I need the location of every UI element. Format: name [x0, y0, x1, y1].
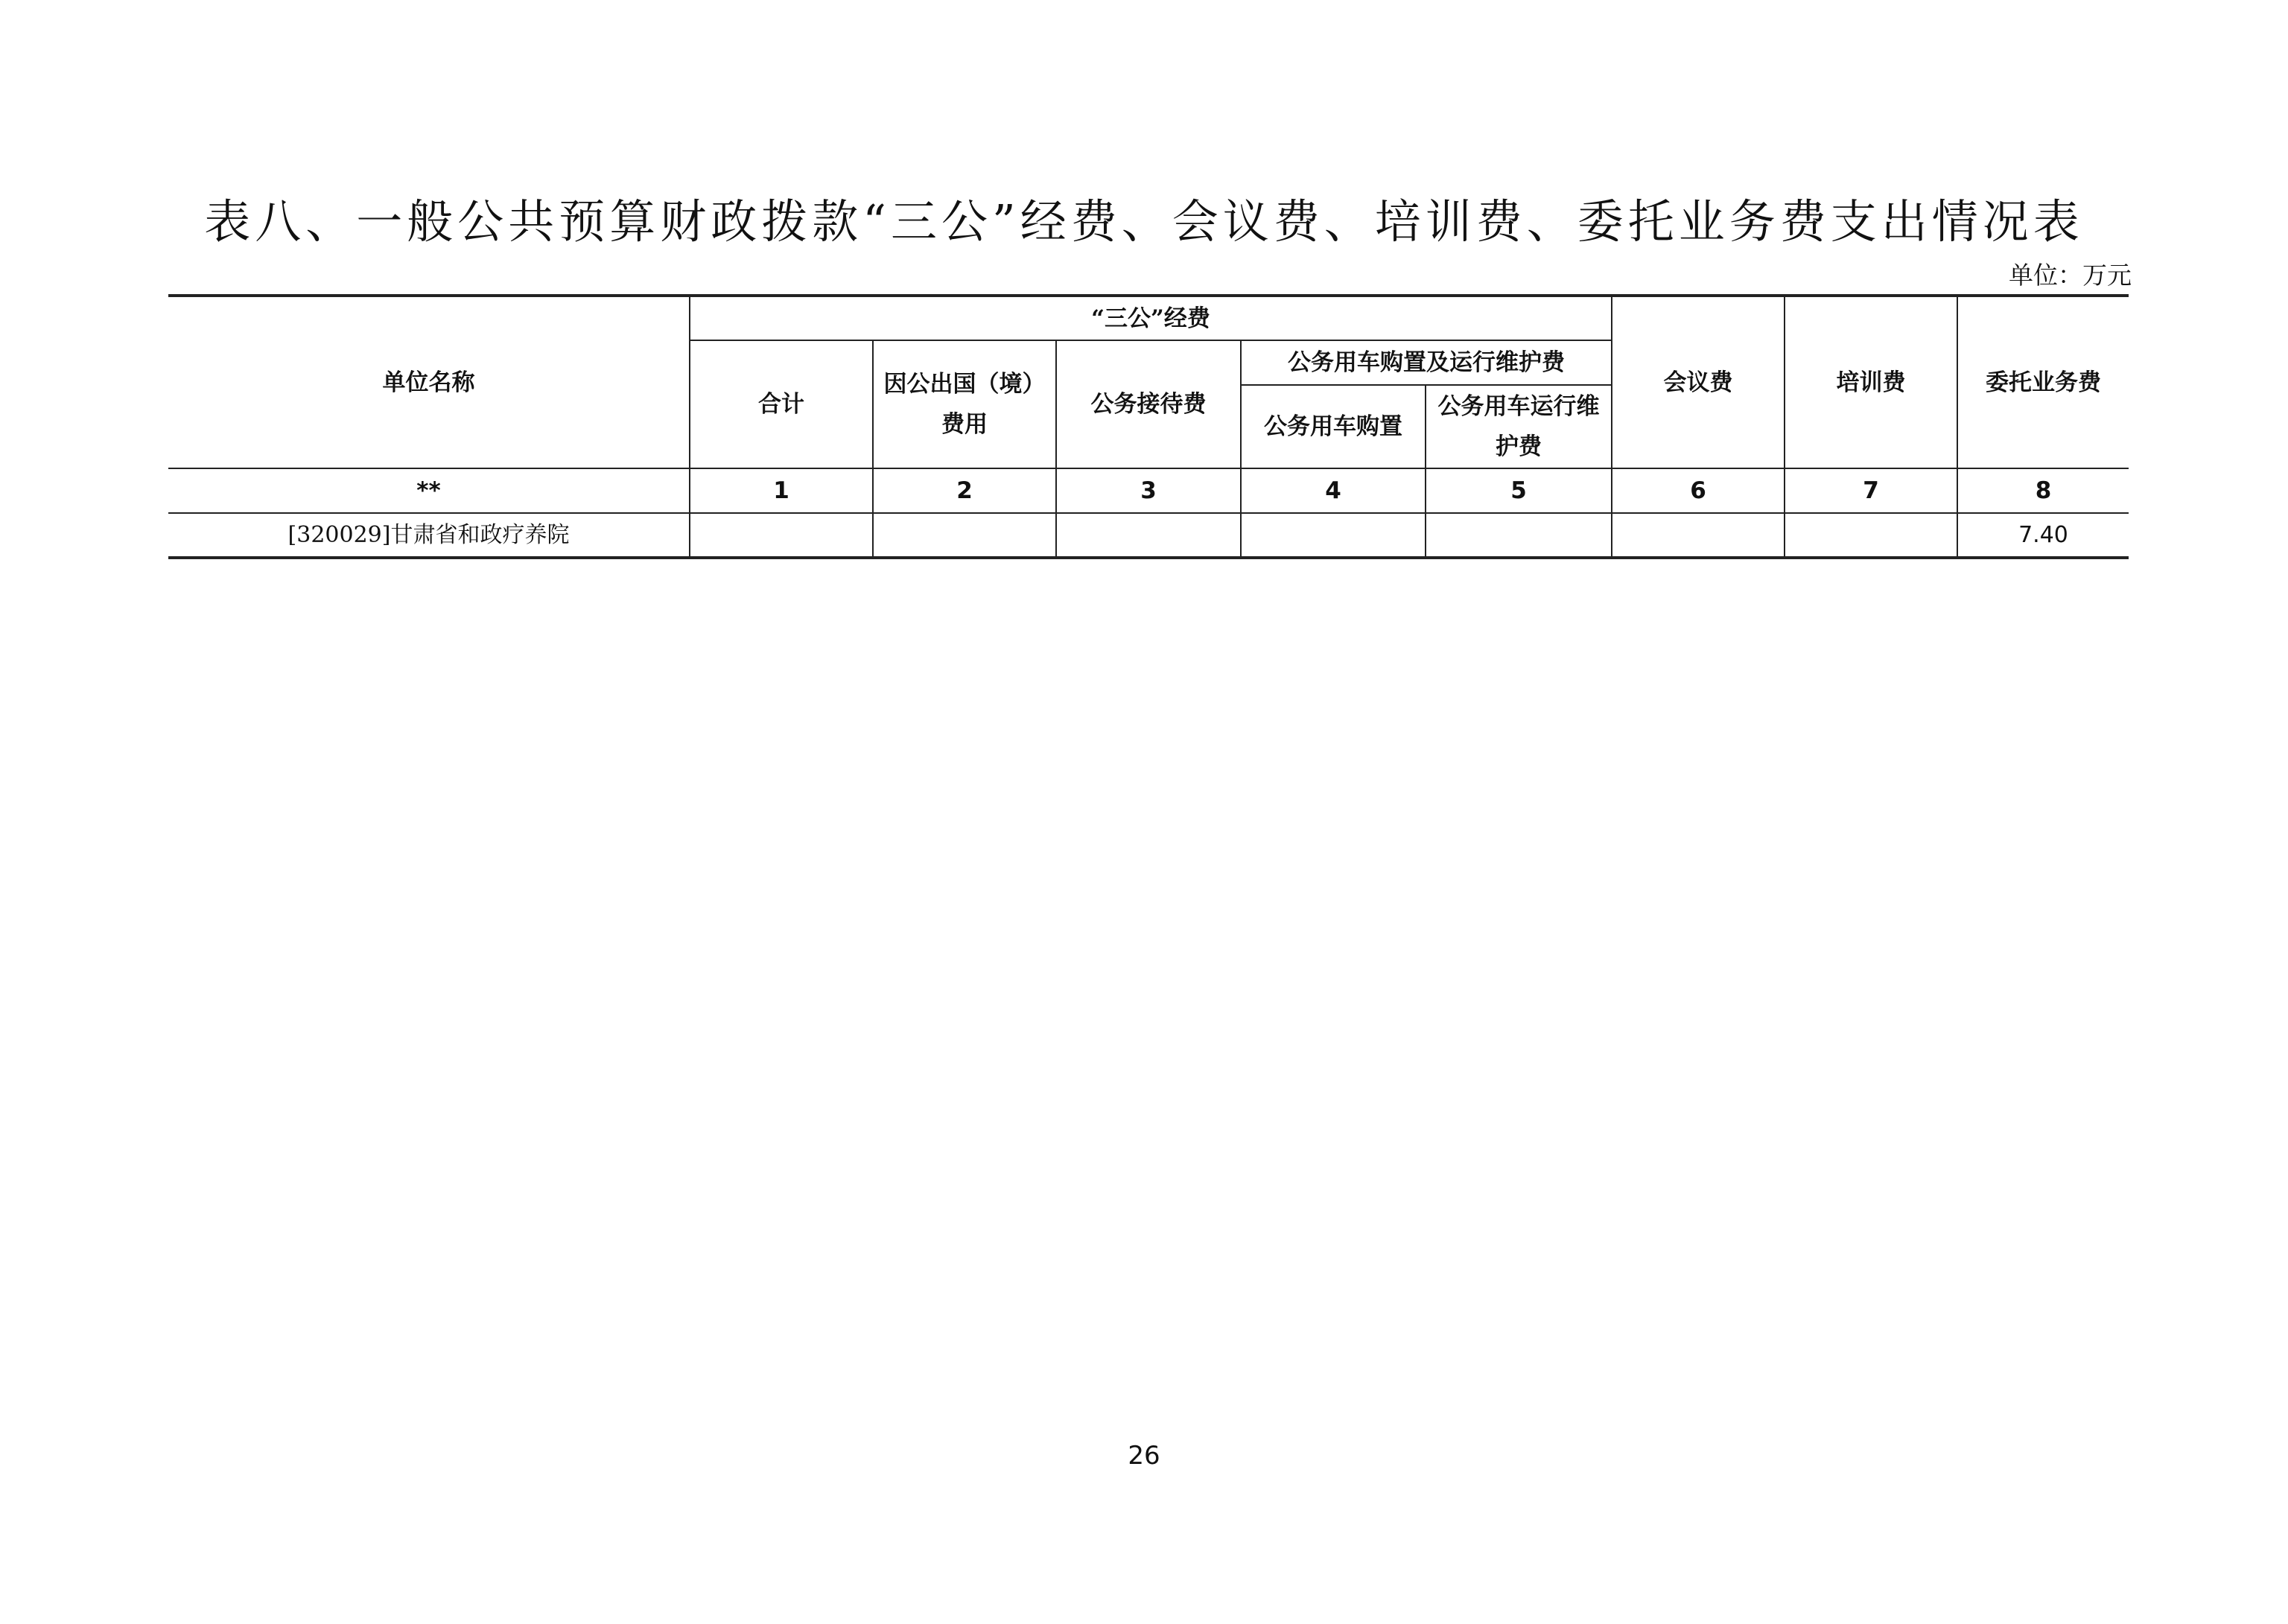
- vehicle-operation-cell: [1426, 513, 1612, 558]
- index-cell: 8: [1957, 468, 2129, 513]
- header-overseas: 因公出国（境）费用: [873, 340, 1056, 468]
- index-cell: 3: [1056, 468, 1241, 513]
- header-unit-name: 单位名称: [168, 296, 690, 468]
- index-cell: 4: [1241, 468, 1426, 513]
- unit-label: 单位：万元: [2009, 261, 2132, 290]
- header-meeting: 会议费: [1612, 296, 1785, 468]
- index-cell: 1: [690, 468, 873, 513]
- header-total: 合计: [690, 340, 873, 468]
- page-title: 表八、一般公共预算财政拨款“三公”经费、会议费、培训费、委托业务费支出情况表: [204, 194, 2084, 249]
- header-entrusted: 委托业务费: [1957, 296, 2129, 468]
- total-cell: [690, 513, 873, 558]
- header-vehicle-purchase: 公务用车购置: [1241, 385, 1426, 468]
- index-cell: 7: [1785, 468, 1957, 513]
- table-row: [168, 513, 2129, 558]
- header-reception: 公务接待费: [1056, 340, 1241, 468]
- page-number: 26: [1128, 1441, 1160, 1471]
- expenditure-table: [168, 294, 2129, 559]
- training-cell: [1785, 513, 1957, 558]
- header-sangong-group: “三公”经费: [690, 296, 1612, 340]
- header-vehicle-operation: 公务用车运行维护费: [1426, 385, 1612, 468]
- index-row: [168, 468, 2129, 513]
- unit-name-cell: [320029]甘肃省和政疗养院: [168, 513, 690, 558]
- vehicle-purchase-cell: [1241, 513, 1426, 558]
- header-training: 培训费: [1785, 296, 1957, 468]
- header-vehicle-group: 公务用车购置及运行维护费: [1241, 340, 1612, 385]
- overseas-cell: [873, 513, 1056, 558]
- entrusted-cell: 7.40: [1957, 513, 2129, 558]
- index-cell: 2: [873, 468, 1056, 513]
- index-cell: 6: [1612, 468, 1785, 513]
- index-cell: **: [168, 468, 690, 513]
- index-cell: 5: [1426, 468, 1612, 513]
- reception-cell: [1056, 513, 1241, 558]
- meeting-cell: [1612, 513, 1785, 558]
